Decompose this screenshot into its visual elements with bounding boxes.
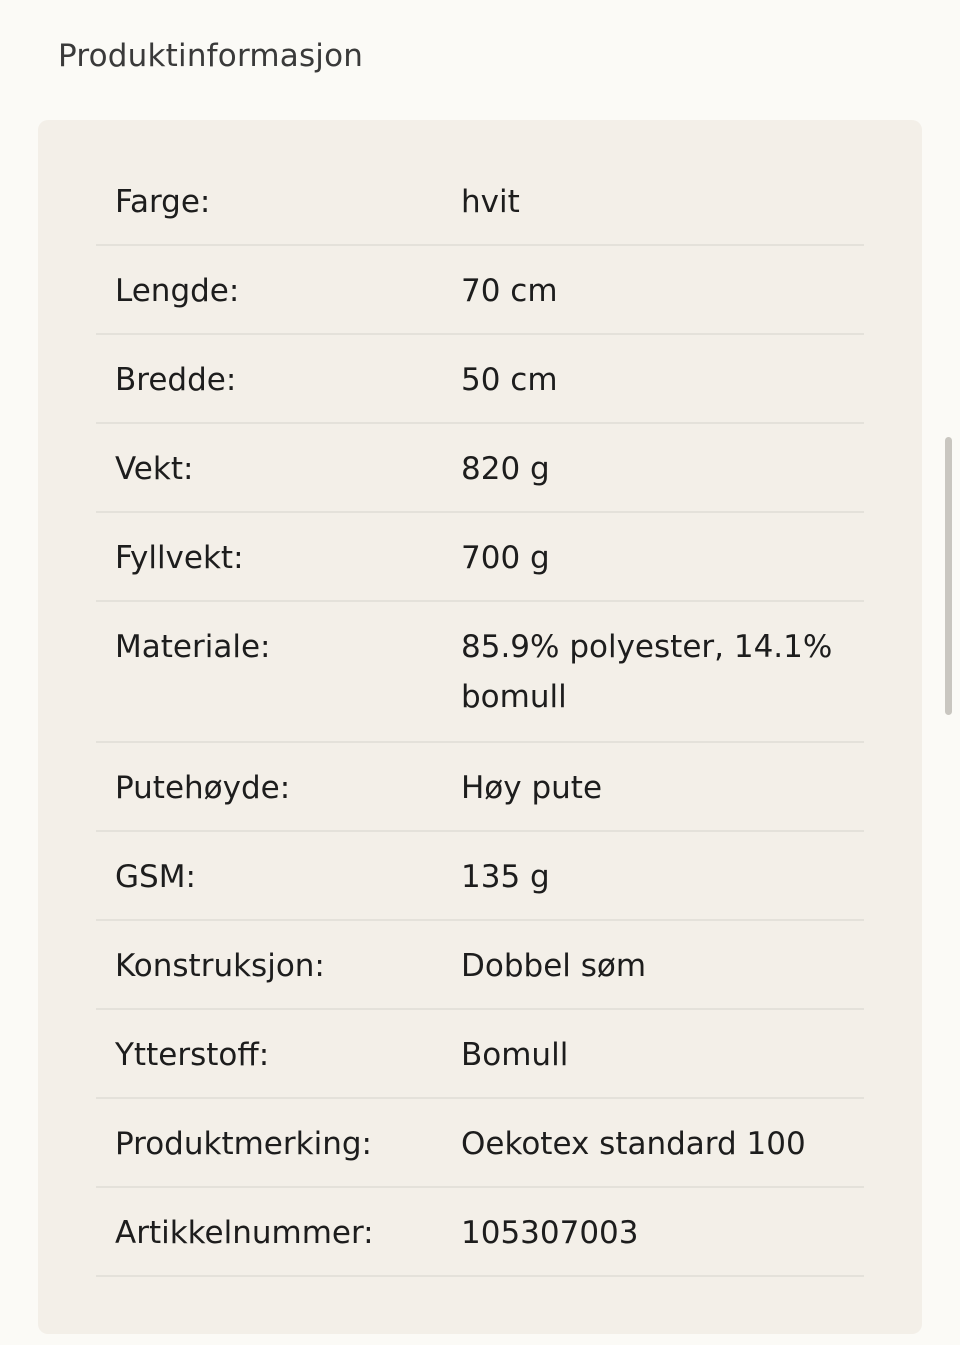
spec-value: hvit [461, 184, 520, 220]
spec-value: 135 g [461, 859, 550, 895]
spec-row-materiale [96, 602, 864, 743]
spec-value: Oekotex standard 100 [461, 1126, 806, 1162]
spec-label: Fyllvekt: [115, 540, 244, 576]
spec-label: Lengde: [115, 273, 240, 309]
spec-label: Produktmerking: [115, 1126, 372, 1162]
spec-value: 820 g [461, 451, 550, 487]
spec-row-fyllvekt [96, 513, 864, 602]
spec-row-farge [96, 157, 864, 246]
spec-row-vekt [96, 424, 864, 513]
spec-list [96, 157, 864, 1277]
spec-label: Putehøyde: [115, 770, 291, 806]
spec-row-bredde [96, 335, 864, 424]
spec-row-putehoyde [96, 743, 864, 832]
spec-label: Artikkelnummer: [115, 1215, 374, 1251]
spec-row-lengde [96, 246, 864, 335]
spec-row-produktmerking [96, 1099, 864, 1188]
spec-value: Dobbel søm [461, 948, 647, 984]
spec-value: 70 cm [461, 273, 558, 309]
spec-label: Ytterstoff: [115, 1037, 270, 1073]
spec-label: Farge: [115, 184, 211, 220]
spec-value: Bomull [461, 1037, 569, 1073]
spec-value: 50 cm [461, 362, 558, 398]
spec-value: 700 g [461, 540, 550, 576]
spec-value: 105307003 [461, 1215, 639, 1251]
spec-row-ytterstoff [96, 1010, 864, 1099]
scrollbar-thumb[interactable] [945, 437, 952, 715]
spec-row-konstruksjon [96, 921, 864, 1010]
spec-value: 85.9% polyester, 14.1% bomull [461, 629, 833, 715]
spec-label: Konstruksjon: [115, 948, 325, 984]
spec-row-gsm [96, 832, 864, 921]
spec-label: Materiale: [115, 629, 271, 665]
spec-label: Bredde: [115, 362, 237, 398]
spec-value: Høy pute [461, 770, 603, 806]
spec-row-artikkelnummer [96, 1188, 864, 1277]
section-title: Produktinformasjon [58, 38, 364, 74]
spec-label: GSM: [115, 859, 196, 895]
spec-label: Vekt: [115, 451, 194, 487]
